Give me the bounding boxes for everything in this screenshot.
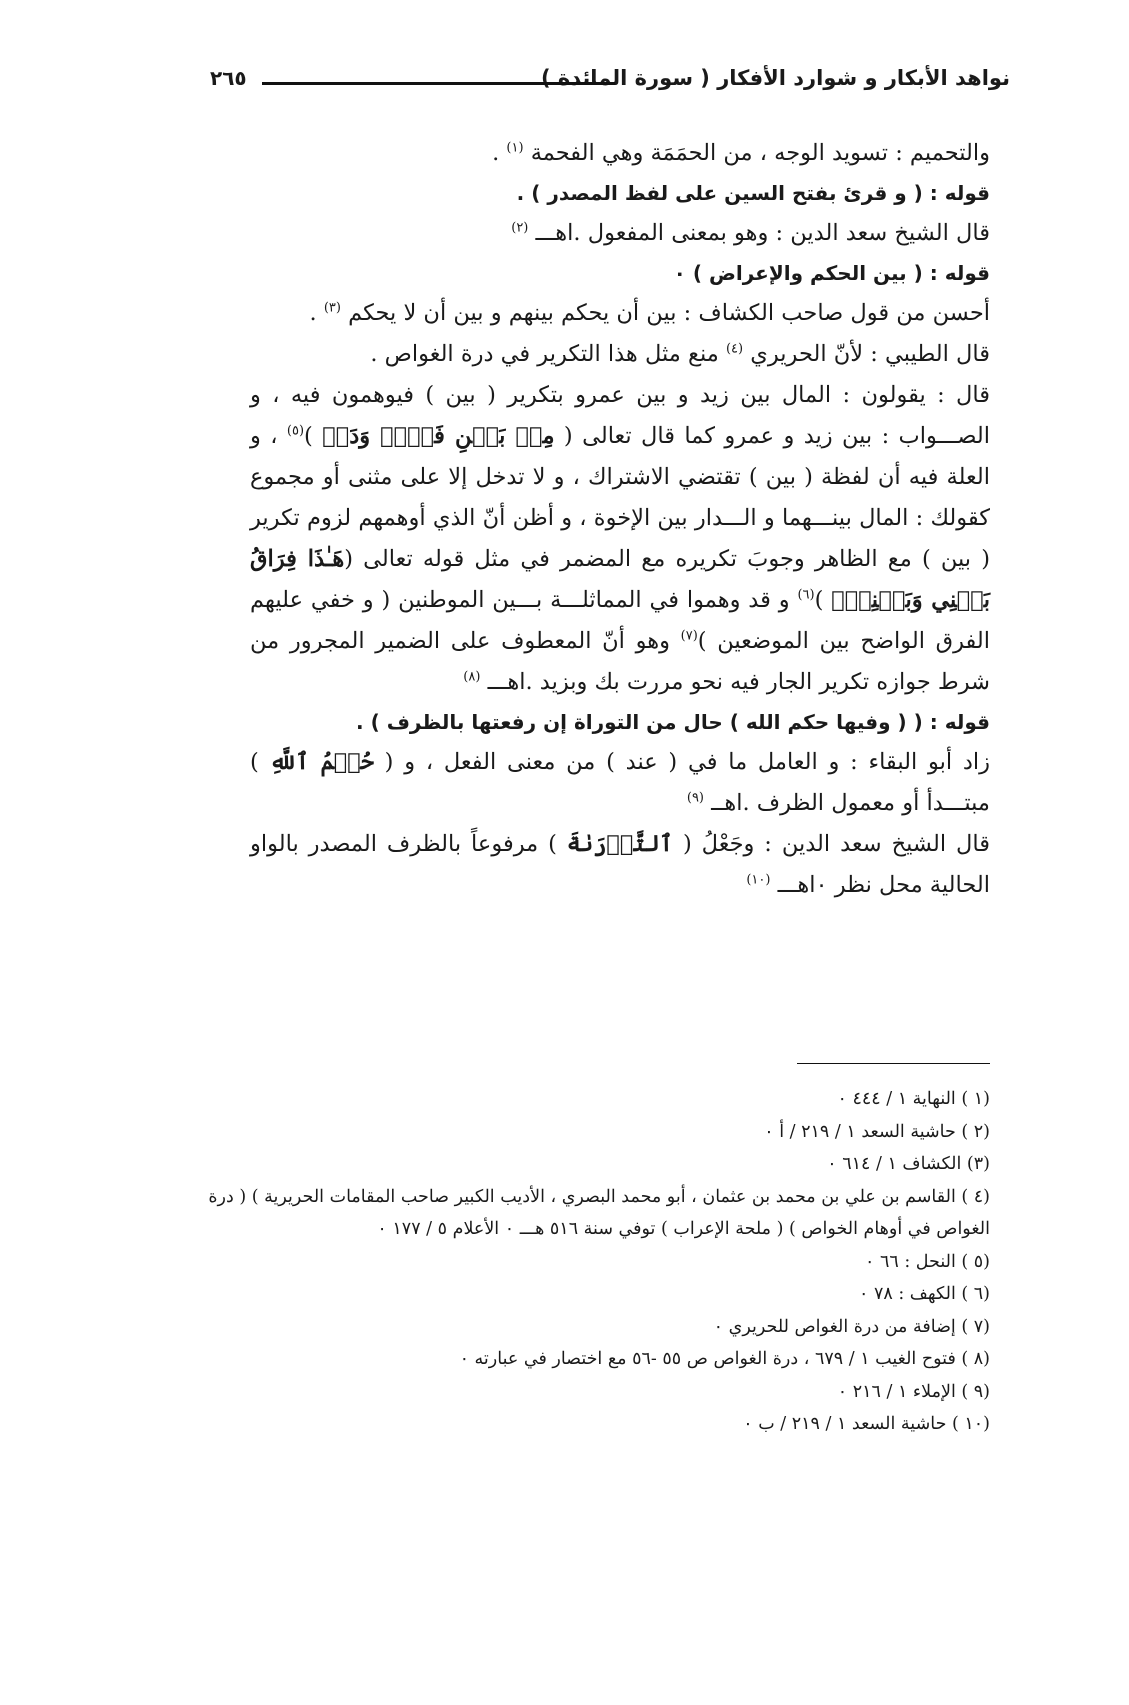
paragraph-5 [250, 375, 990, 703]
paragraph-text: وهو أنّ المعطوف على الضمير المجرور من شرط جوازه تكرير الجار فيه نحو مررت بك وبزيد .اهـــ [250, 628, 990, 695]
footnotes [200, 1083, 990, 1441]
main-text [250, 133, 990, 906]
commentary-heading-3: قوله : ( ( وفيها حكم الله ) حال من التوراة إن رفعتها بالظرف ) . [356, 710, 990, 734]
footnote-4: (٤ ) القاسم بن علي بن محمد بن عثمان ، أبو محمد البصري ، الأديب الكبير صاحب المقامات الحريرية ) ( درة الغواص في أوهام الخواص ) ( ملحة الإعراب ) توفي سنة ٥١٦ هـــ ٠ الأعلام ٥ / ١٧٧ ٠ [208, 1186, 990, 1239]
footnote-6: (٦ ) الكهف : ٧٨ ٠ [858, 1284, 990, 1304]
paragraph-3 [250, 293, 990, 334]
quran-quote: ٱلتَّوۡرَىٰةَ [566, 831, 673, 857]
paragraph-text: منع مثل هذا التكرير في درة الغواص . [370, 341, 726, 367]
footnote-marker-2: (٢) [511, 220, 529, 236]
running-header [210, 62, 1010, 102]
paragraph-6 [250, 742, 990, 824]
footnote-marker-10: (١٠) [746, 872, 771, 888]
paragraph-text: ) مرفوعاً بالظرف المصدر بالواو الحالية محل نظر ٠اهـــ [250, 831, 990, 898]
footnote-marker-8: (٨) [463, 669, 481, 685]
paragraph-text: ) مبتـــدأ أو معمول الظرف .اهــ [250, 749, 990, 816]
paragraph-text: قال : يقولون : المال بين زيد و بين عمرو بتكرير ( بين ) فيوهمون فيه ، و الصـــواب : بين زيد و عمرو كما قال تعالى ( [250, 382, 990, 449]
quran-quote: مِنۢ بَيۡنِ فَرۡثٖ وَدَمٖ [322, 423, 555, 449]
paragraph-text: ) [814, 587, 832, 613]
footnote-marker-3: (٣) [323, 300, 341, 316]
header-rule [262, 82, 615, 85]
paragraph-text: أحسن من قول صاحب الكشاف : بين أن يحكم بينهم و بين أن لا يحكم [348, 300, 990, 326]
paragraph-text: ، و العلة فيه أن لفظة ( بين ) تقتضي الاشتراك ، و لا تدخل إلا على مثنى أو مجموع كقولك : المال بينـــهما و الـــدار بين الإخوة ، و أظن أنّ الذي أوهمهم لزوم تكرير ( بين ) مع الظاهر وجوبَ تكريره مع المضمر في مثل قوله تعالى ( [250, 423, 990, 572]
footnote-2: (٢ ) حاشية السعد ١ / ٢١٩ / أ ٠ [764, 1121, 990, 1142]
paragraph-text: قال الشيخ سعد الدين : وجَعْلُ ( [672, 831, 990, 857]
footnote-1: (١ ) النهاية ١ / ٤٤٤ ٠ [837, 1089, 990, 1109]
footnote-5: (٥ ) النحل : ٦٦ ٠ [864, 1251, 990, 1272]
paragraph-text: قال الطيبي : لأنّ الحريري [750, 341, 990, 367]
running-title: نواهد الأبكار و شوارد الأفكار ( سورة المائدة ) [540, 66, 1010, 90]
footnote-separator [797, 1063, 990, 1064]
commentary-heading-2: قوله : ( بين الحكم والإعراض ) ٠ [673, 261, 990, 285]
footnote-7: (٧ ) إضافة من درة الغواص للحريري ٠ [713, 1316, 990, 1337]
footnote-marker-4: (٤) [725, 341, 744, 357]
paragraph-text: زاد أبو البقاء : و العامل ما في ( عند ) من معنى الفعل ، و ( [373, 749, 990, 775]
paragraph-7 [250, 824, 990, 906]
commentary-heading-1: قوله : ( و قرئ بفتح السين على لفظ المصدر ) . [516, 181, 990, 205]
footnote-9: (٩ ) الإملاء ١ / ٢١٦ ٠ [837, 1381, 990, 1402]
footnote-marker-9: (٩) [686, 790, 704, 806]
paragraph-1 [250, 133, 990, 174]
paragraph-text: قال الشيخ سعد الدين : وهو بمعنى المفعول .اهـــ [535, 220, 990, 246]
footnote-marker-6: (٦) [797, 587, 815, 603]
quran-quote: هَـٰذَا فِرَاقُ بَيۡنِي وَبَيۡنِكَۚ [250, 546, 991, 613]
footnote-10: (١٠ ) حاشية السعد ١ / ٢١٩ / ب ٠ [743, 1414, 990, 1434]
paragraph-tail: . [309, 300, 324, 326]
footnote-3: (٣) الكشاف ١ / ٦١٤ ٠ [827, 1154, 990, 1174]
footnote-8: (٨ ) فتوح الغيب ١ / ٦٧٩ ، درة الغواص ص ٥٥ -٥٦ مع اختصار في عبارته ٠ [459, 1349, 990, 1369]
footnote-marker-5: (٥) [286, 423, 305, 439]
paragraph-text: والتحميم : تسويد الوجه ، من الحمَمَة وهي الفحمة [530, 140, 990, 166]
footnote-marker-1: (١) [506, 140, 524, 156]
paragraph-text: و قد وهموا في المماثلـــة بـــين الموطنين ( و خفي عليهم الفرق الواضح بين الموضعين ) [250, 587, 990, 654]
footnote-marker-7: (٧) [680, 628, 698, 644]
paragraph-2 [250, 213, 990, 254]
paragraph-4 [250, 334, 990, 375]
paragraph-tail: . [492, 140, 507, 166]
page-number: ٢٦٥ [210, 66, 247, 90]
paragraph-text: ) [304, 423, 323, 449]
quran-quote: حُكۡمُ ٱللَّهِ [269, 749, 374, 775]
